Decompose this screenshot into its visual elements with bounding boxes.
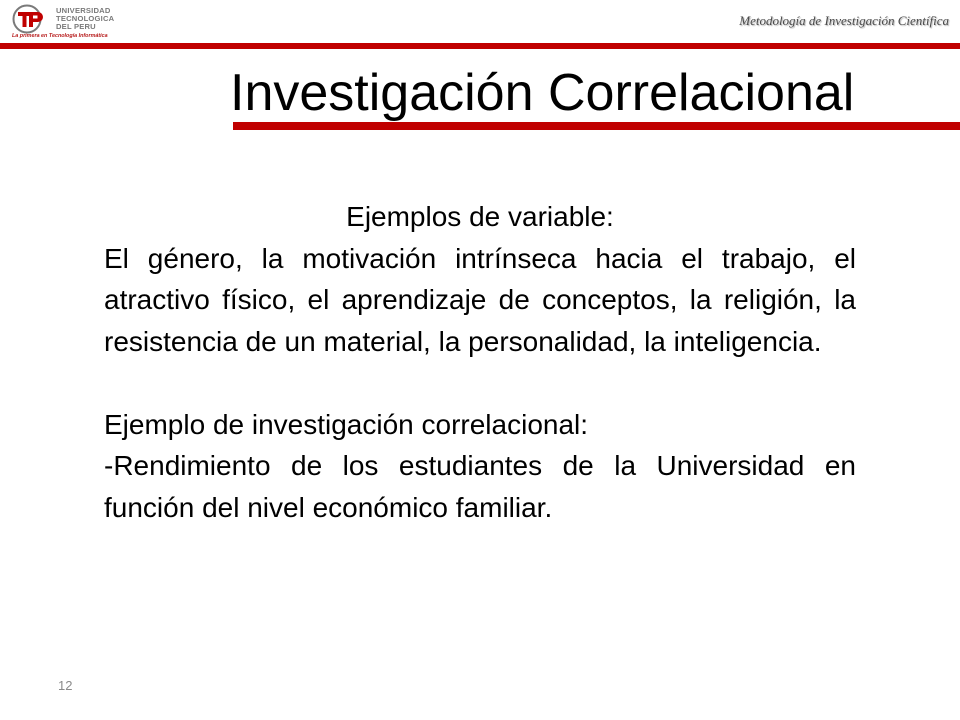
course-title: Metodología de Investigación Científica bbox=[739, 13, 949, 28]
paragraph-spacer bbox=[104, 362, 856, 404]
logo-name-line-2: TECNOLOGICA bbox=[56, 14, 115, 23]
logo-name-line-3: DEL PERU bbox=[56, 22, 96, 31]
page-number: 12 bbox=[58, 678, 73, 693]
variables-text: El género, la motivación intrínseca hacia el trabajo, el atractivo físico, el aprendizaje de conceptos, la religión, la resistencia de un material, la personalidad, la inteligencia. bbox=[104, 242, 856, 357]
research-heading: Ejemplo de investigación correlacional: bbox=[104, 408, 589, 440]
logo-name-line-1: UNIVERSIDAD bbox=[56, 6, 111, 15]
slide-body bbox=[104, 196, 856, 528]
utp-logo-icon bbox=[12, 4, 48, 34]
logo-tagline: La primera en Tecnología Informática bbox=[12, 33, 108, 39]
slide-title: Investigación Correlacional bbox=[230, 64, 855, 122]
university-logo bbox=[12, 4, 152, 40]
header-divider bbox=[0, 43, 960, 49]
variables-heading: Ejemplos de variable: bbox=[346, 201, 614, 232]
research-text: -Rendimiento de los estudiantes de la Universidad en función del nivel económico familiar. bbox=[104, 450, 856, 523]
